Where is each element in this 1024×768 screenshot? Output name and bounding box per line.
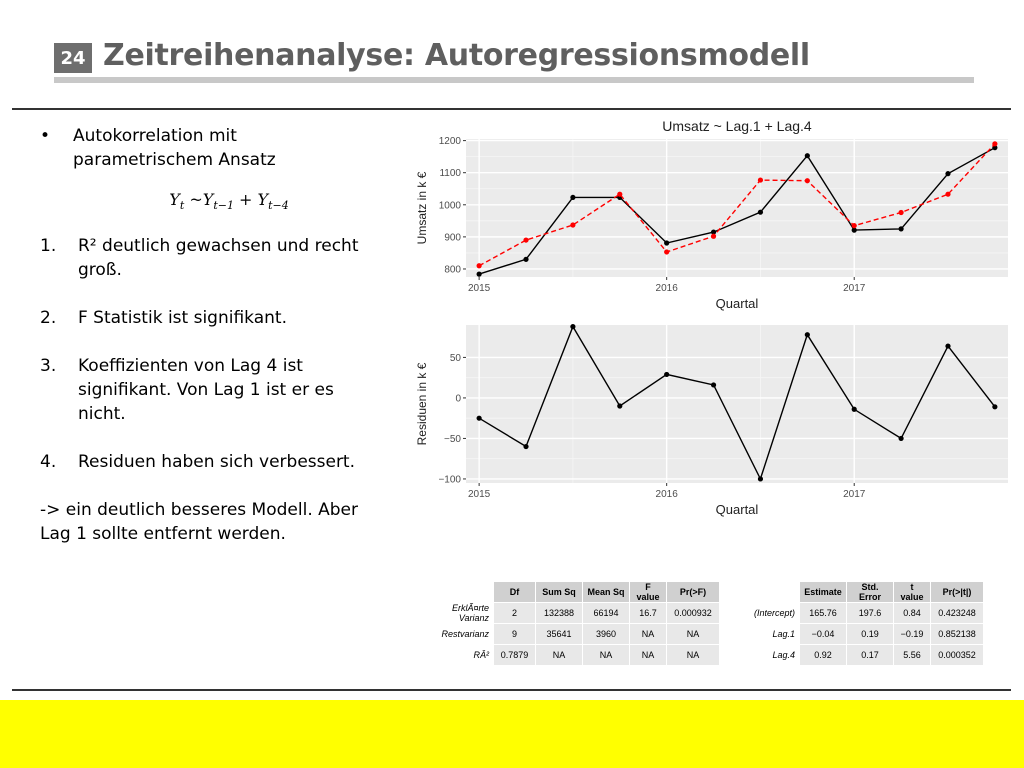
column-header: Sum Sq <box>536 582 583 603</box>
data-point <box>805 332 810 337</box>
column-header: t value <box>894 582 931 603</box>
table-cell: 0.000352 <box>931 645 984 666</box>
table-cell: 0.92 <box>800 645 847 666</box>
data-point <box>617 403 622 408</box>
row-label: Lag.4 <box>725 645 800 666</box>
data-point <box>852 407 857 412</box>
row-label: Restvarianz <box>419 624 494 645</box>
y-tick-label: 900 <box>444 232 461 244</box>
data-point <box>945 343 950 348</box>
chart-title: Umsatz ~ Lag.1 + Lag.4 <box>662 118 812 134</box>
data-point <box>477 416 482 421</box>
data-point <box>758 210 763 215</box>
bullet-line: parametrischem Ansatz <box>73 150 276 170</box>
table-cell: 2 <box>494 603 536 624</box>
table-cell: 0.423248 <box>931 603 984 624</box>
table-cell: 0.7879 <box>494 645 536 666</box>
title-underline <box>54 77 974 83</box>
footer-bar <box>0 700 1024 768</box>
y-axis-label: Residuen in k € <box>415 362 429 446</box>
data-point <box>711 234 716 239</box>
table-row <box>725 603 984 624</box>
x-axis-label: Quartal <box>715 502 759 517</box>
residuen-chart <box>412 318 1012 522</box>
data-point <box>664 372 669 377</box>
y-tick-label: 50 <box>449 352 461 364</box>
table-cell: NA <box>630 624 667 645</box>
plot-panel <box>466 325 1008 483</box>
x-axis-label: Quartal <box>715 296 759 311</box>
item-number: 4. <box>40 452 57 473</box>
y-tick-label: 800 <box>444 264 461 276</box>
data-point <box>477 263 482 268</box>
data-point <box>805 178 810 183</box>
table-row <box>419 645 720 666</box>
item-number: 2. <box>40 308 57 329</box>
item-number: 3. <box>40 356 57 377</box>
column-header: Df <box>494 582 536 603</box>
table-cell: 0.000932 <box>667 603 720 624</box>
table-cell: −0.19 <box>894 624 931 645</box>
model-formula: $Y_t$ $\sim Y_{t-1} + Y_{t-4}$ <box>169 190 289 213</box>
data-point <box>477 272 482 277</box>
data-point <box>664 249 669 254</box>
item-line: Residuen haben sich verbessert. <box>78 452 356 473</box>
table-row <box>419 624 720 645</box>
data-point <box>570 222 575 227</box>
data-point <box>664 240 669 245</box>
data-point <box>570 324 575 329</box>
table-cell: NA <box>630 645 667 666</box>
x-tick-label: 2015 <box>468 489 491 500</box>
y-axis-label: Umsatz in k € <box>415 171 429 245</box>
data-point <box>805 153 810 158</box>
table-cell: 0.19 <box>847 624 894 645</box>
x-tick-label: 2015 <box>468 283 491 294</box>
slide-number: 24 <box>54 43 92 73</box>
x-tick-label: 2016 <box>655 489 678 500</box>
column-header: Estimate <box>800 582 847 603</box>
row-label: Lag.1 <box>725 624 800 645</box>
column-header: F value <box>630 582 667 603</box>
x-tick-label: 2017 <box>843 283 866 294</box>
umsatz-chart <box>412 112 1012 318</box>
table-cell: 165.76 <box>800 603 847 624</box>
table-cell: 3960 <box>583 624 630 645</box>
data-point <box>852 223 857 228</box>
bullet-line: Autokorrelation mit <box>73 126 237 146</box>
table-cell: 0.17 <box>847 645 894 666</box>
data-point <box>617 192 622 197</box>
column-header: Pr(>|t|) <box>931 582 984 603</box>
item-line: signifikant. Von Lag 1 ist er es <box>78 380 334 401</box>
body-text <box>40 124 418 546</box>
row-label: (Intercept) <box>725 603 800 624</box>
table-header-row <box>725 582 984 603</box>
conclusion-line: -> ein deutlich besseres Modell. Aber <box>40 500 359 521</box>
conclusion-line: Lag 1 sollte entfernt werden. <box>40 524 286 545</box>
x-tick-label: 2016 <box>655 283 678 294</box>
data-point <box>758 476 763 481</box>
bullet-item <box>40 124 418 172</box>
anova-table <box>418 581 720 666</box>
table-cell: NA <box>667 624 720 645</box>
row-label: ErklÃ¤rte Varianz <box>419 603 494 624</box>
table-row <box>725 624 984 645</box>
top-divider <box>12 108 1011 110</box>
column-header: Std. Error <box>847 582 894 603</box>
x-tick-label: 2017 <box>843 489 866 500</box>
table-cell: 0.852138 <box>931 624 984 645</box>
table-header-row <box>419 582 720 603</box>
table-cell: −0.04 <box>800 624 847 645</box>
plot-panel <box>466 139 1008 277</box>
data-point <box>899 436 904 441</box>
y-tick-label: 0 <box>455 393 461 405</box>
data-point <box>570 195 575 200</box>
table-cell: NA <box>667 645 720 666</box>
data-point <box>523 257 528 262</box>
bullet-icon: • <box>40 126 51 146</box>
data-point <box>758 177 763 182</box>
table-cell: NA <box>583 645 630 666</box>
item-number: 1. <box>40 236 57 257</box>
data-point <box>945 192 950 197</box>
data-point <box>992 404 997 409</box>
data-point <box>852 228 857 233</box>
table-cell: 132388 <box>536 603 583 624</box>
data-point <box>945 171 950 176</box>
item-line: F Statistik ist signifikant. <box>78 308 287 329</box>
y-tick-label: −50 <box>444 433 461 445</box>
item-line: groß. <box>78 260 122 281</box>
data-point <box>899 210 904 215</box>
table-cell: 197.6 <box>847 603 894 624</box>
bottom-divider <box>12 689 1011 691</box>
numbered-item-3 <box>40 354 418 426</box>
table-cell: NA <box>536 645 583 666</box>
numbered-item-4 <box>40 450 418 474</box>
slide-title: Zeitreihenanalyse: Autoregressionsmodell <box>103 38 810 73</box>
y-tick-label: −100 <box>438 474 461 486</box>
item-line: nicht. <box>78 404 126 425</box>
coefficient-table <box>724 581 984 666</box>
data-point <box>523 444 528 449</box>
table-cell: 9 <box>494 624 536 645</box>
numbered-item-2 <box>40 306 418 330</box>
item-line: Koeffizienten von Lag 4 ist <box>78 356 303 377</box>
y-tick-label: 1100 <box>439 168 461 180</box>
column-header: Pr(>F) <box>667 582 720 603</box>
data-point <box>523 237 528 242</box>
table-cell: 35641 <box>536 624 583 645</box>
data-point <box>992 141 997 146</box>
table-row <box>419 603 720 624</box>
table-cell: 16.7 <box>630 603 667 624</box>
y-tick-label: 1000 <box>438 200 461 212</box>
data-point <box>899 226 904 231</box>
table-cell: 0.84 <box>894 603 931 624</box>
numbered-item-1 <box>40 234 418 282</box>
table-cell: 66194 <box>583 603 630 624</box>
item-line: R² deutlich gewachsen und recht <box>78 236 359 257</box>
table-cell: 5.56 <box>894 645 931 666</box>
row-label: RÂ² <box>419 645 494 666</box>
y-tick-label: 1200 <box>438 136 461 148</box>
data-point <box>711 382 716 387</box>
table-row <box>725 645 984 666</box>
column-header: Mean Sq <box>583 582 630 603</box>
